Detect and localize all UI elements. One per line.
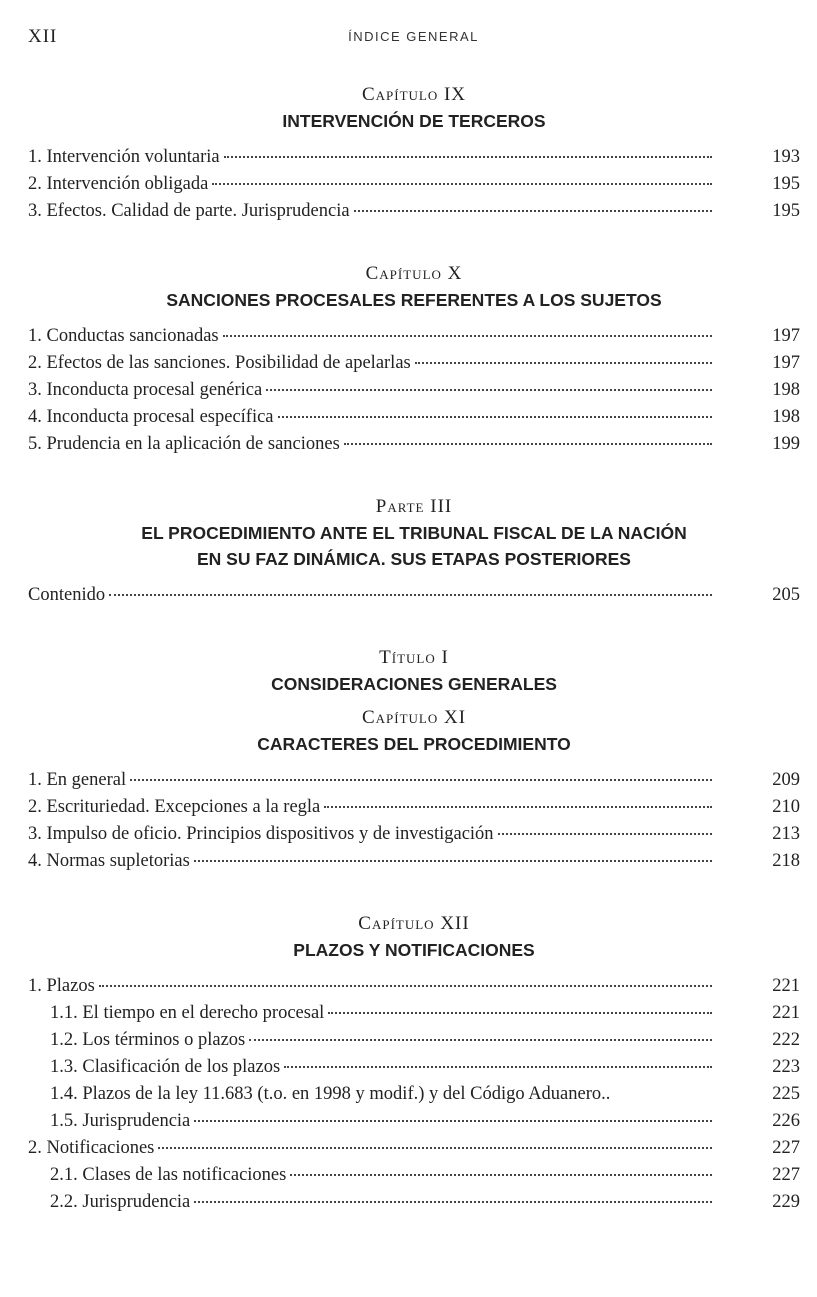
part-title-line-2: EN SU FAZ DINÁMICA. SUS ETAPAS POSTERIORES [197, 549, 631, 569]
dot-leader [212, 183, 712, 185]
page-number: XII [28, 26, 58, 47]
toc-entry[interactable] [28, 350, 800, 377]
toc-entry[interactable] [28, 377, 800, 404]
entry-page: 193 [772, 147, 800, 167]
running-title: ÍNDICE GENERAL [348, 29, 479, 44]
part-kicker: Parte III [375, 496, 453, 517]
entry-label: 3. Efectos. Calidad de parte. Jurisprudencia [28, 201, 350, 221]
dot-leader [194, 1120, 712, 1122]
entry-page: 205 [772, 585, 800, 605]
toc-entry[interactable] [28, 1135, 800, 1162]
entry-page: 209 [772, 770, 800, 790]
dot-leader [158, 1147, 712, 1149]
toc-subentry[interactable] [28, 1108, 800, 1135]
entry-list [28, 323, 800, 458]
dot-leader [278, 416, 712, 418]
chapter-title: PLAZOS Y NOTIFICACIONES [293, 940, 535, 960]
toc-entry[interactable] [28, 323, 800, 350]
chapter-title: INTERVENCIÓN DE TERCEROS [282, 111, 546, 131]
toc-entry[interactable] [28, 431, 800, 458]
title-heading: CONSIDERACIONES GENERALES [271, 674, 557, 694]
entry-list [28, 144, 800, 225]
entry-label: 1. Plazos [28, 976, 95, 996]
chapter-kicker: Capítulo XI [361, 707, 467, 728]
entry-label: 2. Intervención obligada [28, 174, 209, 194]
toc-entry[interactable] [28, 821, 800, 848]
entry-page: 227 [772, 1165, 800, 1185]
entry-label: 2. Efectos de las sanciones. Posibilidad de apelarlas [28, 353, 411, 373]
dot-leader [498, 833, 712, 835]
entry-page: 229 [772, 1192, 800, 1212]
title-kicker: Título I [379, 647, 449, 668]
dot-leader [223, 335, 712, 337]
dot-leader [194, 860, 712, 862]
toc-entry[interactable] [28, 767, 800, 794]
entry-page: 213 [772, 824, 800, 844]
section-capitulo-x [28, 261, 800, 458]
dot-leader [224, 156, 712, 158]
section-parte-iii [28, 494, 800, 609]
toc-entry[interactable] [28, 582, 800, 609]
entry-page: 218 [772, 851, 800, 871]
chapter-kicker: Capítulo XII [358, 913, 470, 934]
entry-label: 2. Escrituriedad. Excepciones a la regla [28, 797, 321, 817]
entry-label: 1.2. Los términos o plazos [50, 1030, 246, 1050]
toc-subentry[interactable] [28, 1054, 800, 1081]
chapter-kicker: Capítulo IX [361, 84, 467, 105]
entry-label: 2. Notificaciones [28, 1138, 155, 1158]
toc-entry[interactable] [28, 171, 800, 198]
chapter-title: CARACTERES DEL PROCEDIMIENTO [257, 734, 571, 754]
entry-label: 1. En general [28, 770, 127, 790]
entry-page: 197 [772, 326, 800, 346]
entry-page: 197 [772, 353, 800, 373]
entry-page: 198 [772, 407, 800, 427]
entry-page: 227 [772, 1138, 800, 1158]
entry-page: 199 [772, 434, 800, 454]
page-header [28, 26, 799, 48]
dot-leader [194, 1201, 712, 1203]
toc-subentry[interactable] [28, 1027, 800, 1054]
entry-label: 4. Inconducta procesal específica [28, 407, 274, 427]
entry-page: 226 [772, 1111, 800, 1131]
dot-leader [266, 389, 712, 391]
chapter-kicker: Capítulo X [365, 263, 463, 284]
toc-entry[interactable] [28, 848, 800, 875]
toc-entry[interactable] [28, 144, 800, 171]
entry-label: 1.1. El tiempo en el derecho procesal [50, 1003, 325, 1023]
entry-label: 2.1. Clases de las notificaciones [50, 1165, 287, 1185]
entry-page: 221 [772, 976, 800, 996]
entry-label: 4. Normas supletorias [28, 851, 190, 871]
entry-page: 225 [772, 1084, 800, 1104]
dot-leader [99, 985, 712, 987]
entry-page: 223 [772, 1057, 800, 1077]
dot-leader [328, 1012, 712, 1014]
dot-leader [249, 1039, 712, 1041]
entry-label: 2.2. Jurisprudencia [50, 1192, 191, 1212]
entry-label: 1.3. Clasificación de los plazos [50, 1057, 281, 1077]
entry-list [28, 582, 800, 609]
entry-label: 1.5. Jurisprudencia [50, 1111, 191, 1131]
dot-leader [324, 806, 712, 808]
toc-entry[interactable] [28, 794, 800, 821]
dot-leader [109, 594, 712, 596]
toc-subentry[interactable] [28, 1189, 800, 1216]
toc-subentry[interactable] [28, 1081, 800, 1108]
toc-entry[interactable] [28, 973, 800, 1000]
chapter-title: SANCIONES PROCESALES REFERENTES A LOS SUJETOS [166, 290, 662, 310]
entry-label: 3. Inconducta procesal genérica [28, 380, 263, 400]
part-title-line-1: EL PROCEDIMIENTO ANTE EL TRIBUNAL FISCAL DE LA NACIÓN [141, 523, 687, 543]
entry-page: 195 [772, 201, 800, 221]
dot-leader [130, 779, 712, 781]
dot-leader [290, 1174, 712, 1176]
entry-page: 210 [772, 797, 800, 817]
entry-label: 3. Impulso de oficio. Principios dispositivos y de investigación [28, 824, 494, 844]
entry-label: Contenido [28, 585, 106, 605]
section-titulo-i [28, 645, 800, 697]
toc-entry[interactable] [28, 198, 800, 225]
dot-leader [284, 1066, 712, 1068]
entry-list [28, 767, 800, 875]
dot-leader [354, 210, 712, 212]
entry-label: 5. Prudencia en la aplicación de sanciones [28, 434, 340, 454]
entry-list [28, 973, 800, 1216]
toc-subentry[interactable] [28, 1000, 800, 1027]
entry-label: 1. Conductas sancionadas [28, 326, 219, 346]
entry-label: 1. Intervención voluntaria [28, 147, 220, 167]
entry-label: 1.4. Plazos de la ley 11.683 (t.o. en 1998 y modif.) y del Código Aduanero.. [50, 1084, 611, 1104]
entry-page: 195 [772, 174, 800, 194]
dot-leader [415, 362, 712, 364]
table-of-contents [28, 82, 800, 1216]
section-capitulo-xii [28, 911, 800, 1216]
dot-leader [344, 443, 712, 445]
section-capitulo-ix [28, 82, 800, 225]
toc-subentry[interactable] [28, 1162, 800, 1189]
entry-page: 221 [772, 1003, 800, 1023]
toc-entry[interactable] [28, 404, 800, 431]
entry-page: 222 [772, 1030, 800, 1050]
entry-page: 198 [772, 380, 800, 400]
section-capitulo-xi [28, 705, 800, 875]
